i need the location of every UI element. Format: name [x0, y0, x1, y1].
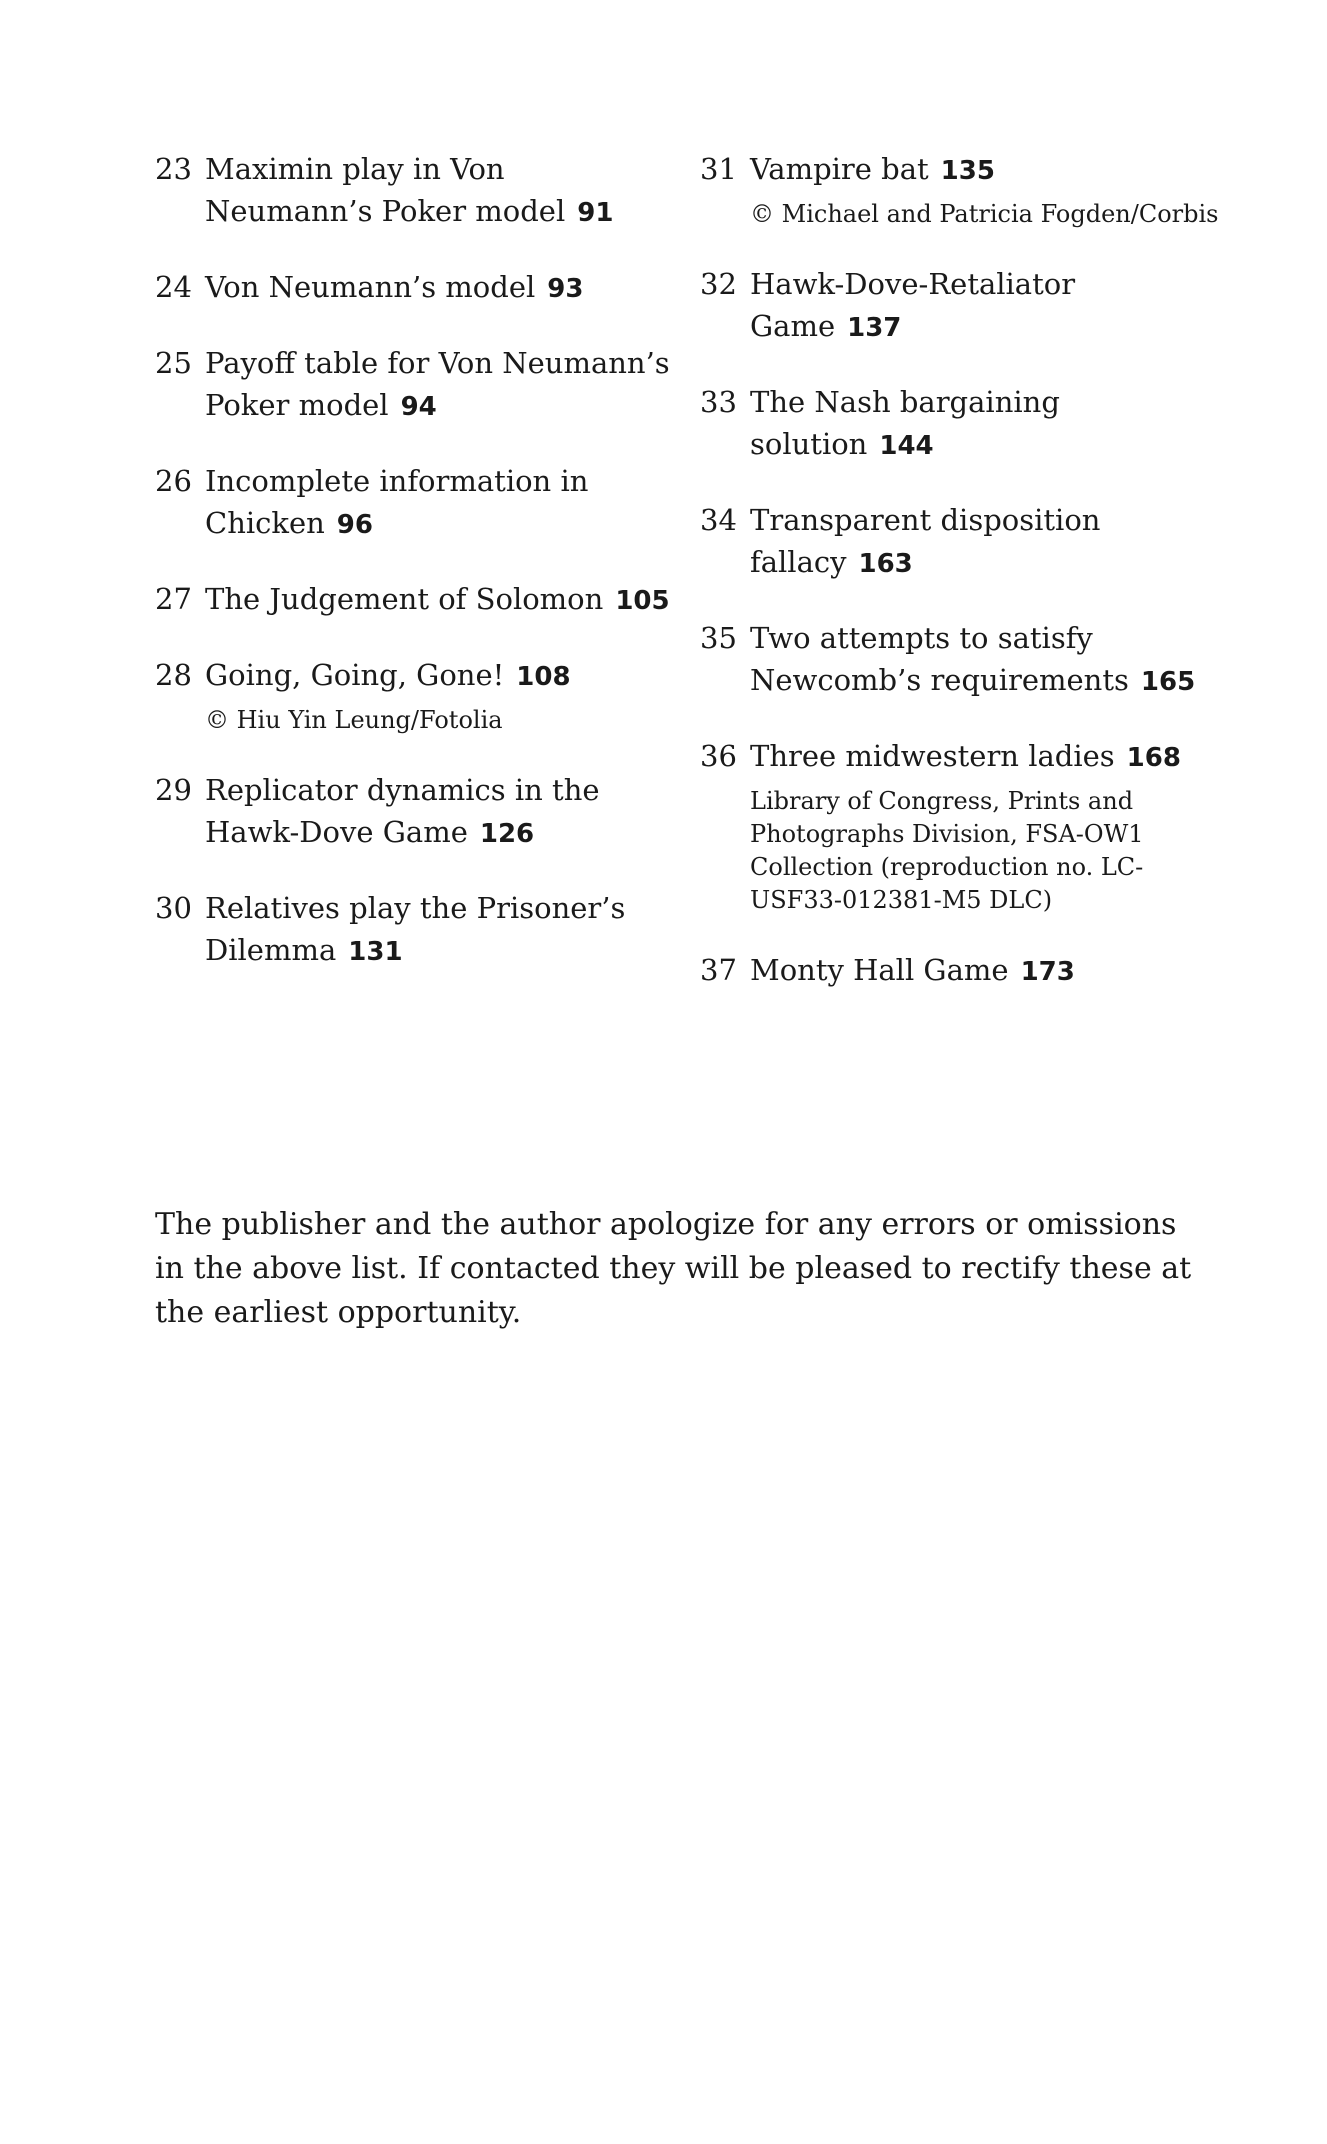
figure-number: 28 — [155, 658, 192, 692]
figure-title: Transparent disposition fallacy 163 — [750, 503, 1101, 579]
figure-title: Monty Hall Game 173 — [750, 953, 1075, 987]
list-item — [155, 342, 675, 428]
page-number: 91 — [577, 198, 614, 228]
list-item — [700, 949, 1220, 993]
page-number: 105 — [615, 586, 670, 616]
figure-number: 35 — [700, 621, 737, 655]
page-number: 137 — [847, 313, 902, 343]
list-item — [700, 735, 1220, 917]
list-item — [155, 578, 675, 622]
list-item — [155, 460, 675, 546]
list-item — [155, 654, 675, 737]
figure-number: 27 — [155, 582, 192, 616]
figure-title: Maximin play in Von Neumann’s Poker model 91 — [205, 152, 614, 228]
figure-number: 37 — [700, 953, 737, 987]
figure-number: 25 — [155, 346, 192, 380]
page-number: 163 — [858, 549, 913, 579]
list-item — [700, 499, 1220, 585]
figure-number: 33 — [700, 385, 737, 419]
list-item — [700, 381, 1220, 467]
page-number: 168 — [1126, 743, 1181, 773]
figure-number: 36 — [700, 739, 737, 773]
figure-title: Two attempts to satisfy Newcomb’s requirements 165 — [750, 621, 1196, 697]
page-number: 126 — [479, 819, 535, 849]
figure-number: 32 — [700, 267, 737, 301]
figure-title: Relatives play the Prisoner’s Dilemma 131 — [205, 891, 626, 967]
publisher-note: The publisher and the author apologize for any errors or omissions in the above list. If contacted they will be pleased to rectify these at the earliest opportunity. — [155, 1207, 1192, 1330]
page-number: 144 — [879, 431, 934, 461]
list-item — [700, 148, 1220, 231]
figure-title: Going, Going, Gone! 108 — [205, 658, 571, 692]
figure-title: Replicator dynamics in the Hawk-Dove Game 126 — [205, 773, 600, 849]
list-item — [155, 769, 675, 855]
figure-number: 30 — [155, 891, 192, 925]
page-number: 131 — [348, 937, 403, 967]
image-credit: © Michael and Patricia Fogden/Corbis — [750, 200, 1219, 228]
list-item — [155, 148, 675, 234]
figure-number: 31 — [700, 152, 737, 186]
page-number: 108 — [516, 662, 571, 692]
page-number: 94 — [400, 392, 437, 422]
figure-number: 23 — [155, 152, 192, 186]
page-number: 165 — [1140, 667, 1196, 697]
figure-number: 26 — [155, 464, 192, 498]
figure-title: Von Neumann’s model 93 — [205, 270, 584, 304]
page-number: 135 — [940, 156, 995, 186]
figure-title: Three midwestern ladies 168 — [750, 739, 1181, 773]
image-credit: Library of Congress, Prints and Photographs Division, FSA-OW1 Collection (reproduction no. LC-USF33-012381-M5 DLC) — [750, 787, 1144, 914]
figure-title: The Judgement of Solomon 105 — [205, 582, 670, 616]
page-number: 93 — [547, 274, 584, 304]
figure-title: Vampire bat 135 — [750, 152, 995, 186]
figure-title: Payoff table for Von Neumann’s Poker model 94 — [205, 346, 670, 422]
list-item — [155, 266, 675, 310]
figure-number: 34 — [700, 503, 737, 537]
right-column — [700, 148, 1220, 1025]
image-credit: © Hiu Yin Leung/Fotolia — [205, 706, 503, 734]
figure-number: 24 — [155, 270, 192, 304]
figure-title: Hawk-Dove-Retaliator Game 137 — [750, 267, 1076, 343]
page-number: 96 — [336, 510, 373, 540]
figure-title: Incomplete information in Chicken 96 — [205, 464, 589, 540]
page-number: 173 — [1020, 957, 1075, 987]
list-item — [700, 263, 1220, 349]
figure-title: The Nash bargaining solution 144 — [750, 385, 1060, 461]
figure-number: 29 — [155, 773, 192, 807]
list-item — [155, 887, 675, 973]
left-column — [155, 148, 675, 1005]
list-item — [700, 617, 1220, 703]
